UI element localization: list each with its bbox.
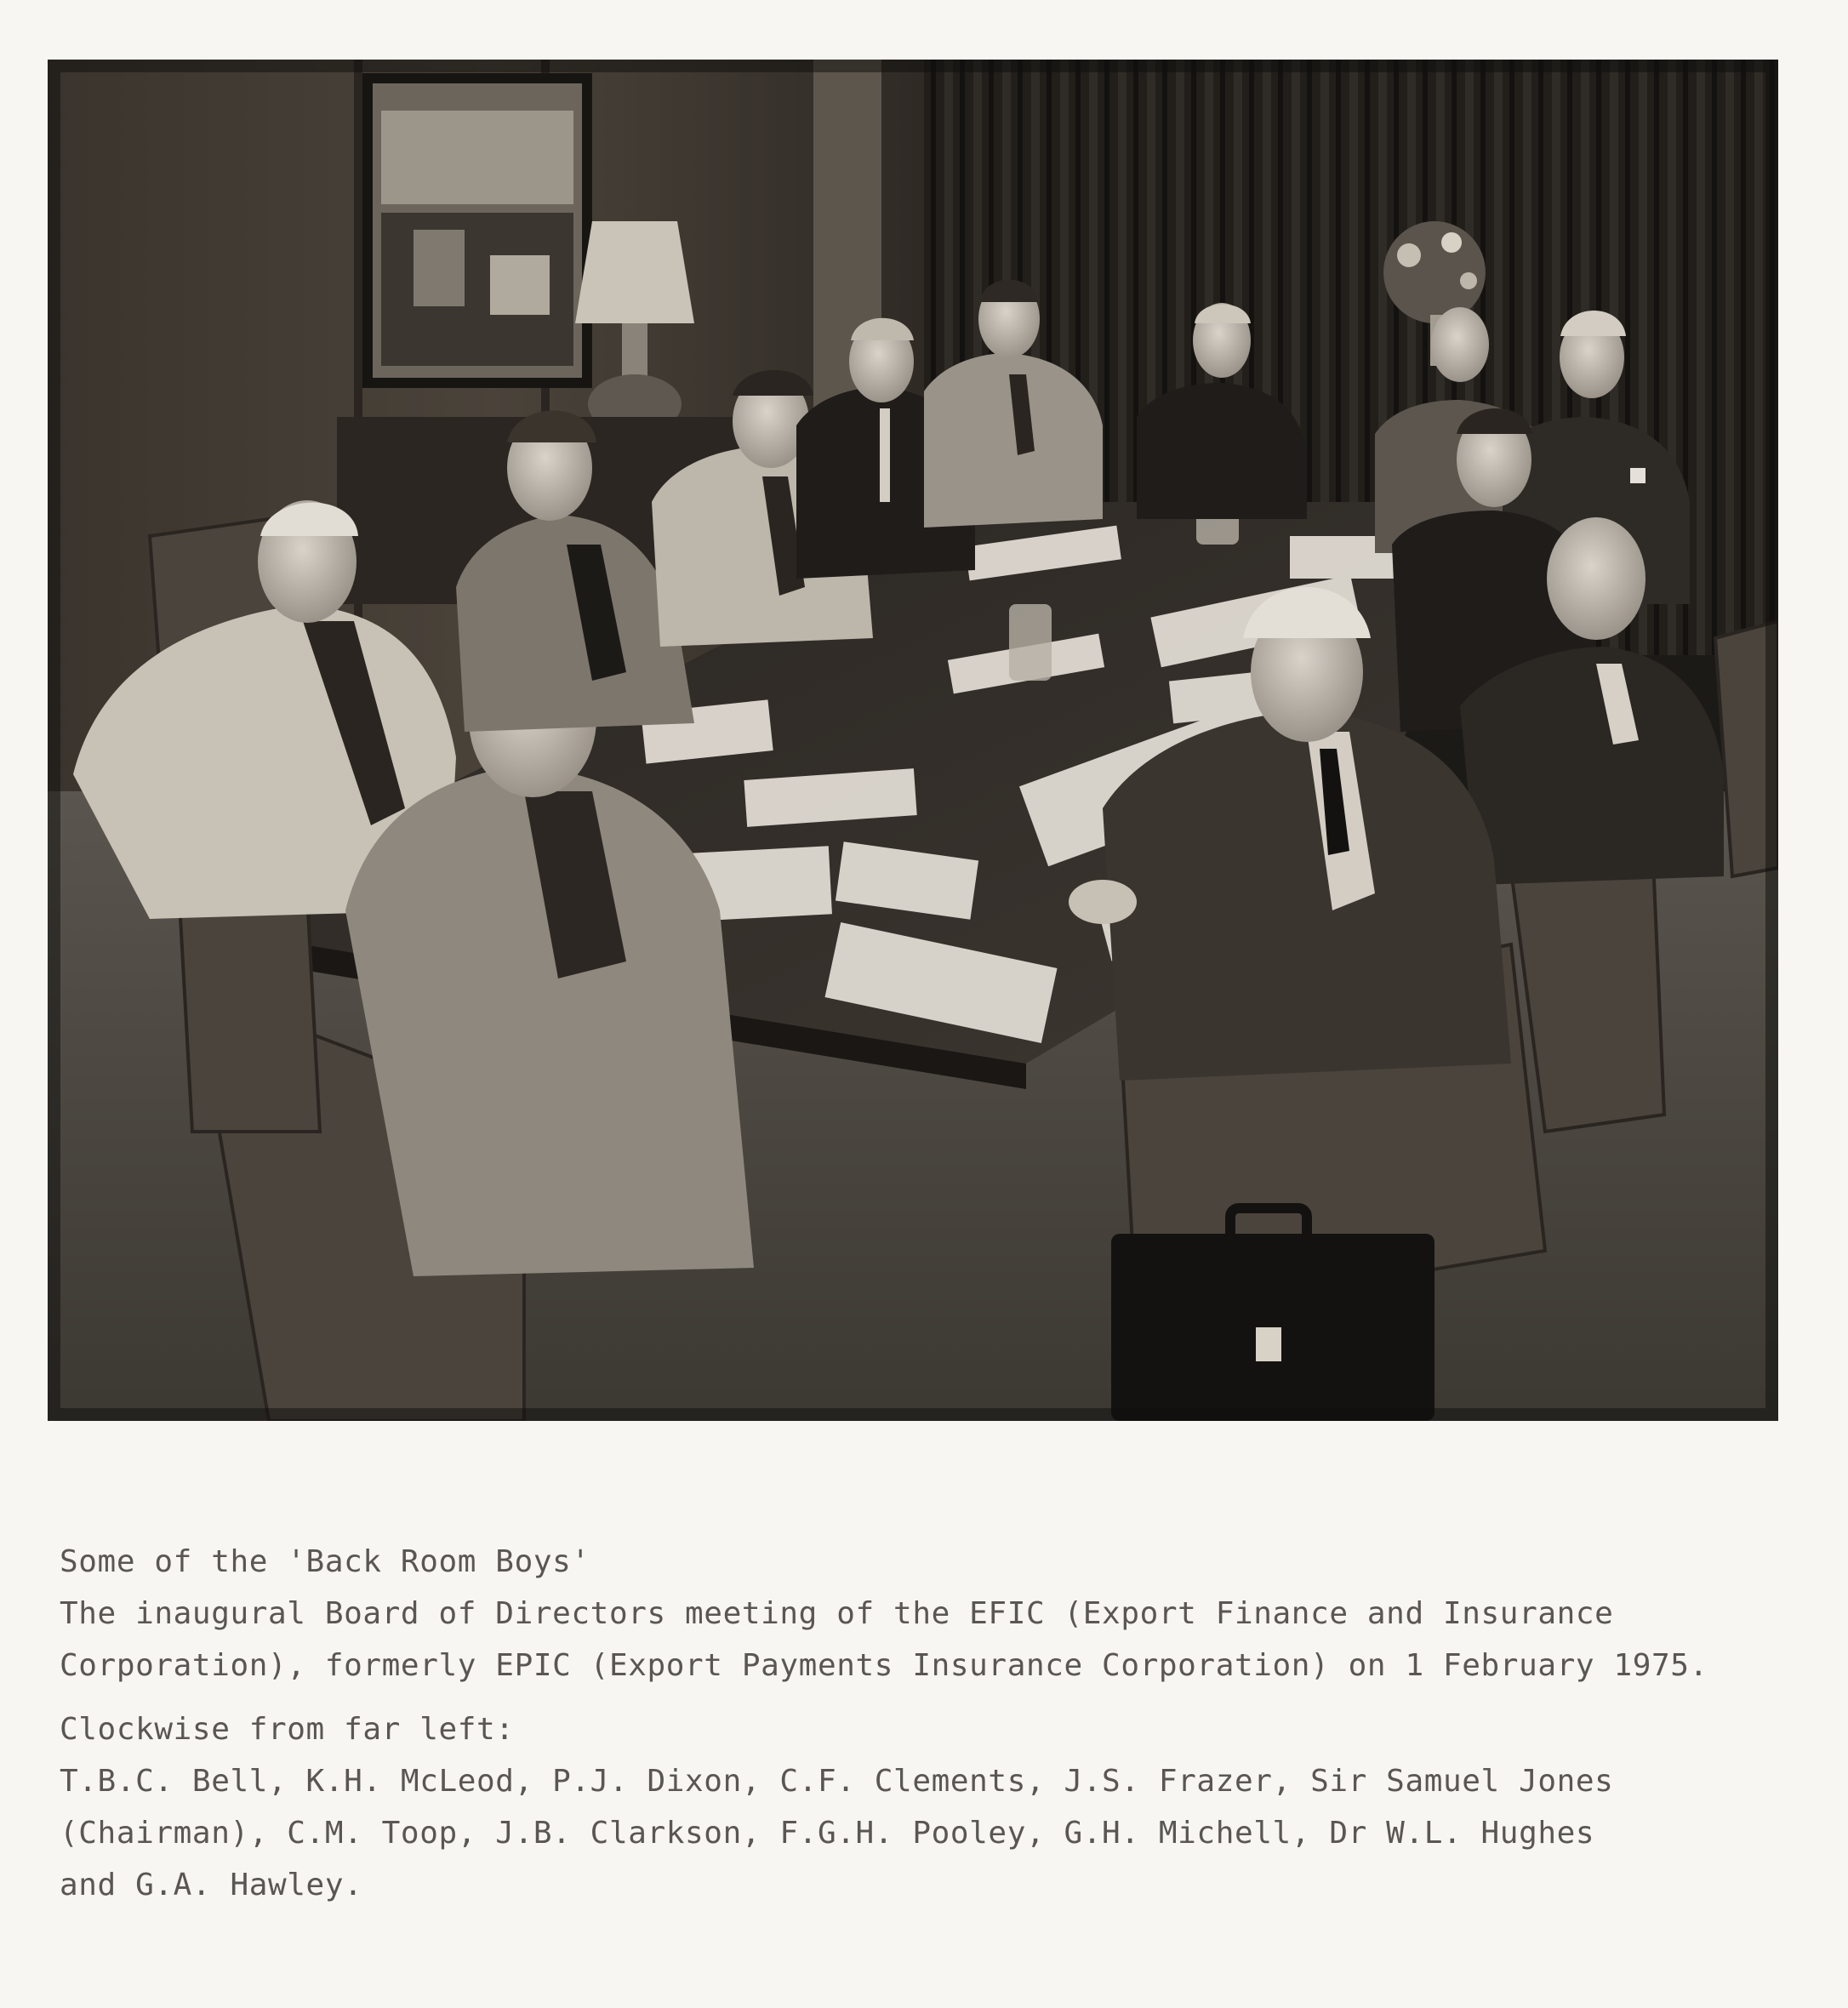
caption-description-line-2: Corporation), formerly EPIC (Export Payments Insurance Corporation) on 1 February 1975. — [60, 1648, 1708, 1683]
board-meeting-photograph — [48, 60, 1778, 1421]
caption-names-line-3: and G.A. Hawley. — [60, 1868, 363, 1902]
caption-description-line-1: The inaugural Board of Directors meeting of the EFIC (Export Finance and Insurance — [60, 1596, 1614, 1631]
wall-painting — [362, 73, 592, 388]
caption-names-line-2: (Chairman), C.M. Toop, J.B. Clarkson, F.G.H. Pooley, G.H. Michell, Dr W.L. Hughes — [60, 1816, 1595, 1851]
caption-title: Some of the 'Back Room Boys' — [60, 1544, 590, 1579]
photo-caption — [60, 1536, 1812, 1911]
caption-order-label: Clockwise from far left: — [60, 1712, 515, 1747]
caption-names-line-1: T.B.C. Bell, K.H. McLeod, P.J. Dixon, C.F. Clements, J.S. Frazer, Sir Samuel Jones — [60, 1764, 1614, 1799]
briefcase — [1111, 1208, 1434, 1421]
